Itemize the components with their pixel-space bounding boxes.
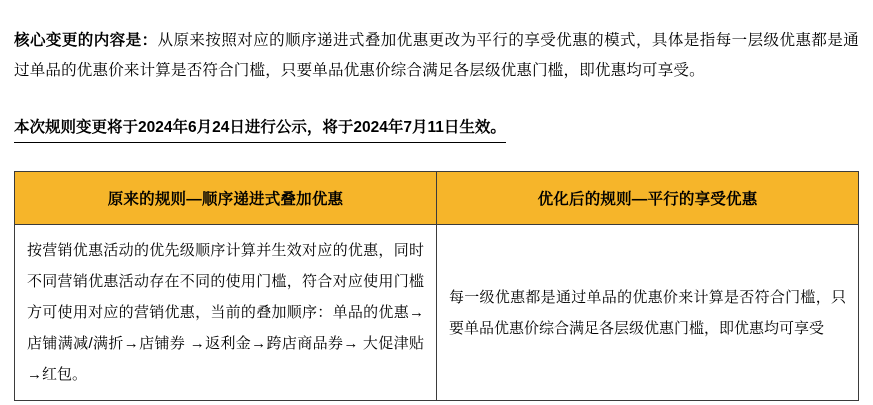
table-head [15, 172, 859, 225]
comparison-table [14, 171, 859, 401]
notice-text: 本次规则变更将于2024年6月24日进行公示，将于2024年7月11日生效。 [14, 115, 506, 143]
table-header-old-rule: 原来的规则—顺序递进式叠加优惠 [15, 172, 437, 225]
intro-body: 从原来按照对应的顺序递进式叠加优惠更改为平行的享受优惠的模式，具体是指每一层级优惠都是通过单品的优惠价来计算是否符合门槛，只要单品优惠价综合满足各层级优惠门槛，即优惠均可享受。 [14, 31, 859, 79]
cell-old-rule: 按营销优惠活动的优先级顺序计算并生效对应的优惠，同时不同营销优惠活动存在不同的使用门槛，符合对应使用门槛方可使用对应的营销优惠，当前的叠加顺序：单品的优惠→店铺满减/满折→店铺券 →返利金→跨店商品券→ 大促津贴→红包。 [15, 225, 437, 401]
comparison-table-wrapper [14, 171, 859, 401]
intro-paragraph [14, 26, 859, 86]
cell-new-rule: 每一级优惠都是通过单品的优惠价来计算是否符合门槛，只要单品优惠价综合满足各层级优惠门槛，即优惠均可享受 [437, 225, 859, 401]
table-row [15, 225, 859, 401]
table-body [15, 225, 859, 401]
table-header-new-rule: 优化后的规则—平行的享受优惠 [437, 172, 859, 225]
intro-lead: 核心变更的内容是： [14, 31, 158, 49]
notice-line-container [14, 101, 859, 143]
table-header-row [15, 172, 859, 225]
